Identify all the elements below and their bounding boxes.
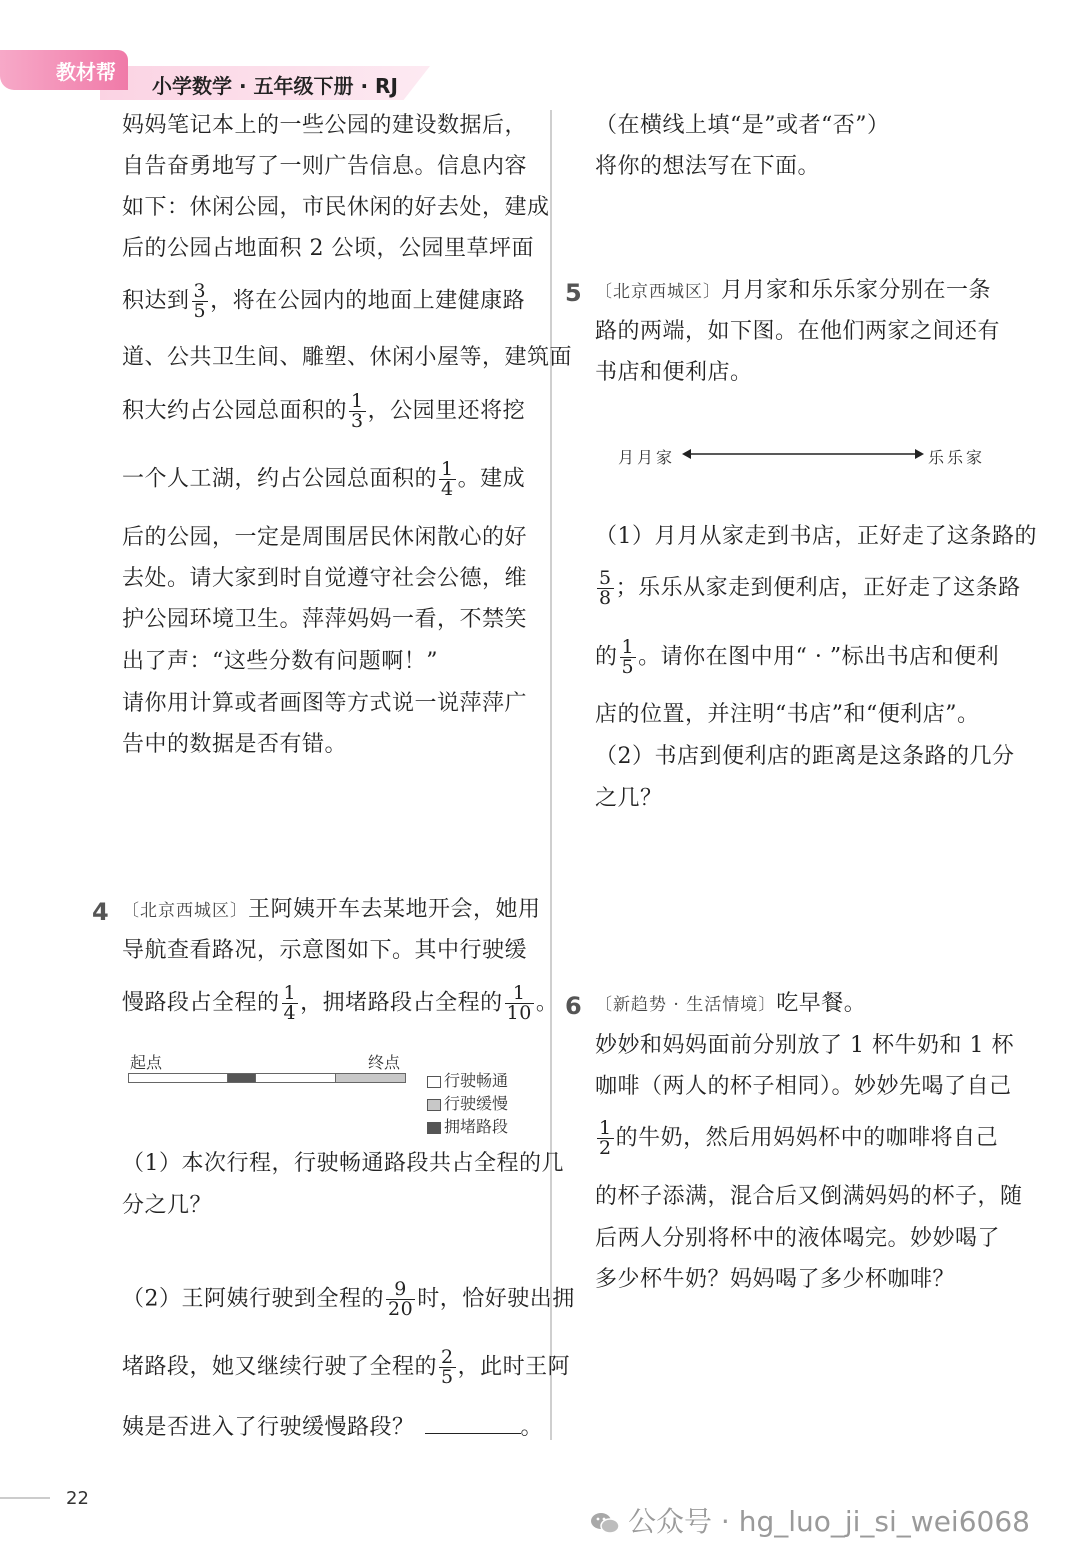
q5-line-3: 书店和便利店。 bbox=[595, 360, 753, 385]
fraction bbox=[505, 984, 534, 1023]
q6-line-7: 多少杯牛奶？妈妈喝了多少杯咖啡？ bbox=[595, 1267, 956, 1292]
q5-line-1 bbox=[595, 280, 991, 302]
fraction-num: 2 bbox=[441, 1346, 454, 1368]
legend-item-jam bbox=[427, 1114, 508, 1137]
fraction-num: 1 bbox=[441, 458, 454, 480]
text: 一个人工湖，约占公园总面积的 bbox=[122, 466, 438, 492]
question-number-5: 5 bbox=[565, 279, 582, 307]
q4-part2-line-3 bbox=[122, 1416, 543, 1439]
text: 。建成 bbox=[457, 466, 526, 492]
fraction-den: 8 bbox=[599, 587, 612, 609]
fraction bbox=[282, 984, 299, 1023]
text: 积达到 bbox=[122, 288, 190, 314]
route-segment-slow bbox=[336, 1074, 405, 1082]
q6-line-3: 咖啡（两人的杯子相同）。妙妙先喝了自己 bbox=[595, 1074, 1012, 1099]
right-arrow-icon bbox=[915, 449, 924, 459]
left-line-9: 后的公园，一定是周围居民休闲散心的好 bbox=[122, 525, 528, 550]
left-line-11: 护公园环境卫生。萍萍妈妈一看，不禁笑 bbox=[122, 607, 528, 632]
text: 堵路段，她又继续行驶了全程的 bbox=[122, 1354, 438, 1380]
fraction bbox=[192, 282, 209, 321]
q4-part1-line-2: 分之几？ bbox=[122, 1193, 213, 1218]
fraction-den: 3 bbox=[351, 410, 364, 432]
q4-line-1 bbox=[122, 899, 541, 921]
text: 的 bbox=[595, 644, 618, 670]
left-line-7 bbox=[122, 392, 525, 431]
text: ，将在公园内的地面上建健康路 bbox=[210, 288, 526, 314]
brand-tag-label: 教材帮 bbox=[56, 60, 116, 84]
text: ，公园里还将挖 bbox=[367, 398, 526, 424]
right-line-1: （在横线上填“是”或者“否”） bbox=[595, 113, 890, 138]
brand-tag bbox=[0, 50, 128, 90]
watermark-text: 公众号 · hg_luo_ji_si_wei6068 bbox=[628, 1505, 1030, 1538]
text: ，拥堵路段占全程的 bbox=[300, 990, 503, 1016]
fraction-den: 5 bbox=[621, 656, 635, 678]
legend-swatch bbox=[427, 1122, 441, 1134]
left-line-12: 出了声：“这些分数有问题啊！” bbox=[122, 649, 438, 674]
fraction bbox=[620, 638, 637, 677]
fraction-den: 10 bbox=[506, 1002, 532, 1024]
fraction-num: 3 bbox=[193, 280, 207, 302]
route-bar bbox=[128, 1073, 406, 1083]
question-source: 〔北京西城区〕 bbox=[122, 901, 248, 921]
fraction-den: 4 bbox=[441, 478, 454, 500]
q5-part1-line-1: （1）月月从家走到书店，正好走了这条路的 bbox=[595, 524, 1037, 549]
q4-part2-line-2 bbox=[122, 1348, 570, 1387]
q6-line-6: 后两人分别将杯中的液体喝完。妙妙喝了 bbox=[595, 1226, 1001, 1251]
route-segment-jam bbox=[228, 1074, 256, 1082]
fraction-num: 1 bbox=[621, 636, 635, 658]
q6-line-4 bbox=[595, 1119, 998, 1158]
q5-part2-line-2: 之几？ bbox=[595, 786, 663, 811]
fraction bbox=[349, 392, 366, 431]
left-line-13: 请你用计算或者画图等方式说一说萍萍广 bbox=[122, 691, 528, 716]
fraction-den: 2 bbox=[599, 1137, 612, 1159]
road-line[interactable] bbox=[680, 446, 926, 462]
legend-label: 行驶畅通 bbox=[444, 1071, 509, 1090]
q6-line-5: 的杯子添满，混合后又倒满妈妈的杯子，随 bbox=[595, 1184, 1023, 1209]
fraction-num: 1 bbox=[505, 984, 534, 1004]
lele-home-label: 乐乐家 bbox=[928, 448, 986, 467]
legend-item-slow bbox=[427, 1091, 508, 1114]
answer-blank[interactable] bbox=[425, 1416, 521, 1434]
text: 王阿姨开车去某地开会，她用 bbox=[248, 897, 541, 922]
q4-line-3 bbox=[122, 984, 558, 1023]
watermark bbox=[590, 1500, 1030, 1540]
q5-part1-line-3 bbox=[595, 638, 999, 677]
text: （2）王阿姨行驶到全程的 bbox=[122, 1286, 384, 1312]
fraction-num: 9 bbox=[386, 1280, 415, 1300]
q5-part1-line-4: 店的位置，并注明“书店”和“便利店”。 bbox=[595, 702, 980, 727]
text: 积大约占公园总面积的 bbox=[122, 398, 348, 424]
fraction-den: 5 bbox=[441, 1366, 454, 1388]
left-line-5 bbox=[122, 282, 525, 321]
left-line-10: 去处。请大家到时自觉遵守社会公德，维 bbox=[122, 566, 528, 591]
text: ，此时王阿 bbox=[457, 1354, 571, 1380]
right-line-2: 将你的想法写在下面。 bbox=[595, 154, 821, 179]
left-line-6: 道、公共卫生间、雕塑、休闲小屋等，建筑面 bbox=[122, 345, 573, 370]
text: 。 bbox=[520, 1415, 544, 1440]
text: 吃早餐。 bbox=[776, 991, 867, 1016]
fraction-num: 1 bbox=[599, 1117, 612, 1139]
q6-line-1 bbox=[595, 993, 866, 1015]
legend-label: 行驶缓慢 bbox=[444, 1094, 509, 1113]
fraction-den: 20 bbox=[388, 1298, 414, 1320]
fraction-num: 1 bbox=[283, 982, 297, 1004]
left-line-1: 妈妈笔记本上的一些公园的建设数据后， bbox=[122, 113, 528, 138]
route-segment-smooth bbox=[129, 1074, 228, 1082]
left-line-8 bbox=[122, 460, 525, 499]
text: 月月家和乐乐家分别在一条 bbox=[721, 278, 992, 303]
text: 姨是否进入了行驶缓慢路段？ bbox=[122, 1415, 415, 1440]
column-divider bbox=[550, 110, 552, 1440]
page-number: 22 bbox=[66, 1488, 89, 1509]
q4-part1-line-1: （1）本次行程，行驶畅通路段共占全程的几 bbox=[122, 1151, 564, 1176]
q5-part1-line-2 bbox=[595, 569, 1021, 608]
end-label: 终点 bbox=[368, 1053, 401, 1072]
q4-line-2: 导航查看路况，示意图如下。其中行驶缓 bbox=[122, 938, 528, 963]
fraction bbox=[439, 460, 456, 499]
text: 。 bbox=[535, 990, 559, 1016]
question-source: 〔新趋势 · 生活情境〕 bbox=[595, 995, 777, 1015]
fraction bbox=[386, 1280, 415, 1319]
fraction-num: 5 bbox=[599, 567, 612, 589]
text: ；乐乐从家走到便利店，正好走了这条路 bbox=[615, 575, 1021, 601]
q5-line-2: 路的两端，如下图。在他们两家之间还有 bbox=[595, 319, 1001, 344]
start-label: 起点 bbox=[130, 1053, 163, 1072]
left-line-2: 自告奋勇地写了一则广告信息。信息内容 bbox=[122, 154, 528, 179]
book-title: 小学数学 · 五年级下册 · RJ bbox=[152, 74, 398, 98]
q6-line-2: 妙妙和妈妈面前分别放了 1 杯牛奶和 1 杯 bbox=[595, 1033, 1014, 1058]
legend-label: 拥堵路段 bbox=[444, 1117, 509, 1136]
legend-swatch bbox=[427, 1076, 441, 1088]
question-number-6: 6 bbox=[565, 992, 582, 1020]
fraction-den: 4 bbox=[283, 1002, 297, 1024]
fraction bbox=[597, 1119, 614, 1158]
left-line-3: 如下：休闲公园，市民休闲的好去处，建成 bbox=[122, 195, 550, 220]
question-source: 〔北京西城区〕 bbox=[595, 282, 721, 302]
fraction-num: 1 bbox=[351, 390, 364, 412]
text: 慢路段占全程的 bbox=[122, 990, 280, 1016]
fraction bbox=[597, 569, 614, 608]
legend-swatch bbox=[427, 1099, 441, 1111]
left-line-4: 后的公园占地面积 2 公顷，公园里草坪面 bbox=[122, 236, 534, 261]
legend-item-smooth bbox=[427, 1068, 508, 1091]
fraction-den: 5 bbox=[193, 300, 207, 322]
fraction bbox=[439, 1348, 456, 1387]
text: 。请你在图中用“ · ”标出书店和便利 bbox=[638, 644, 1000, 670]
text: 的牛奶，然后用妈妈杯中的咖啡将自己 bbox=[615, 1125, 999, 1151]
footer-rule bbox=[0, 1497, 50, 1499]
yueyue-home-label: 月月家 bbox=[618, 448, 676, 467]
wechat-icon bbox=[590, 1511, 620, 1535]
q5-part2-line-1: （2）书店到便利店的距离是这条路的几分 bbox=[595, 744, 1015, 769]
question-number-4: 4 bbox=[92, 898, 109, 926]
text: 时，恰好驶出拥 bbox=[417, 1286, 575, 1312]
q4-part2-line-1 bbox=[122, 1280, 575, 1319]
left-line-14: 告中的数据是否有错。 bbox=[122, 732, 348, 757]
route-segment-smooth bbox=[256, 1074, 336, 1082]
